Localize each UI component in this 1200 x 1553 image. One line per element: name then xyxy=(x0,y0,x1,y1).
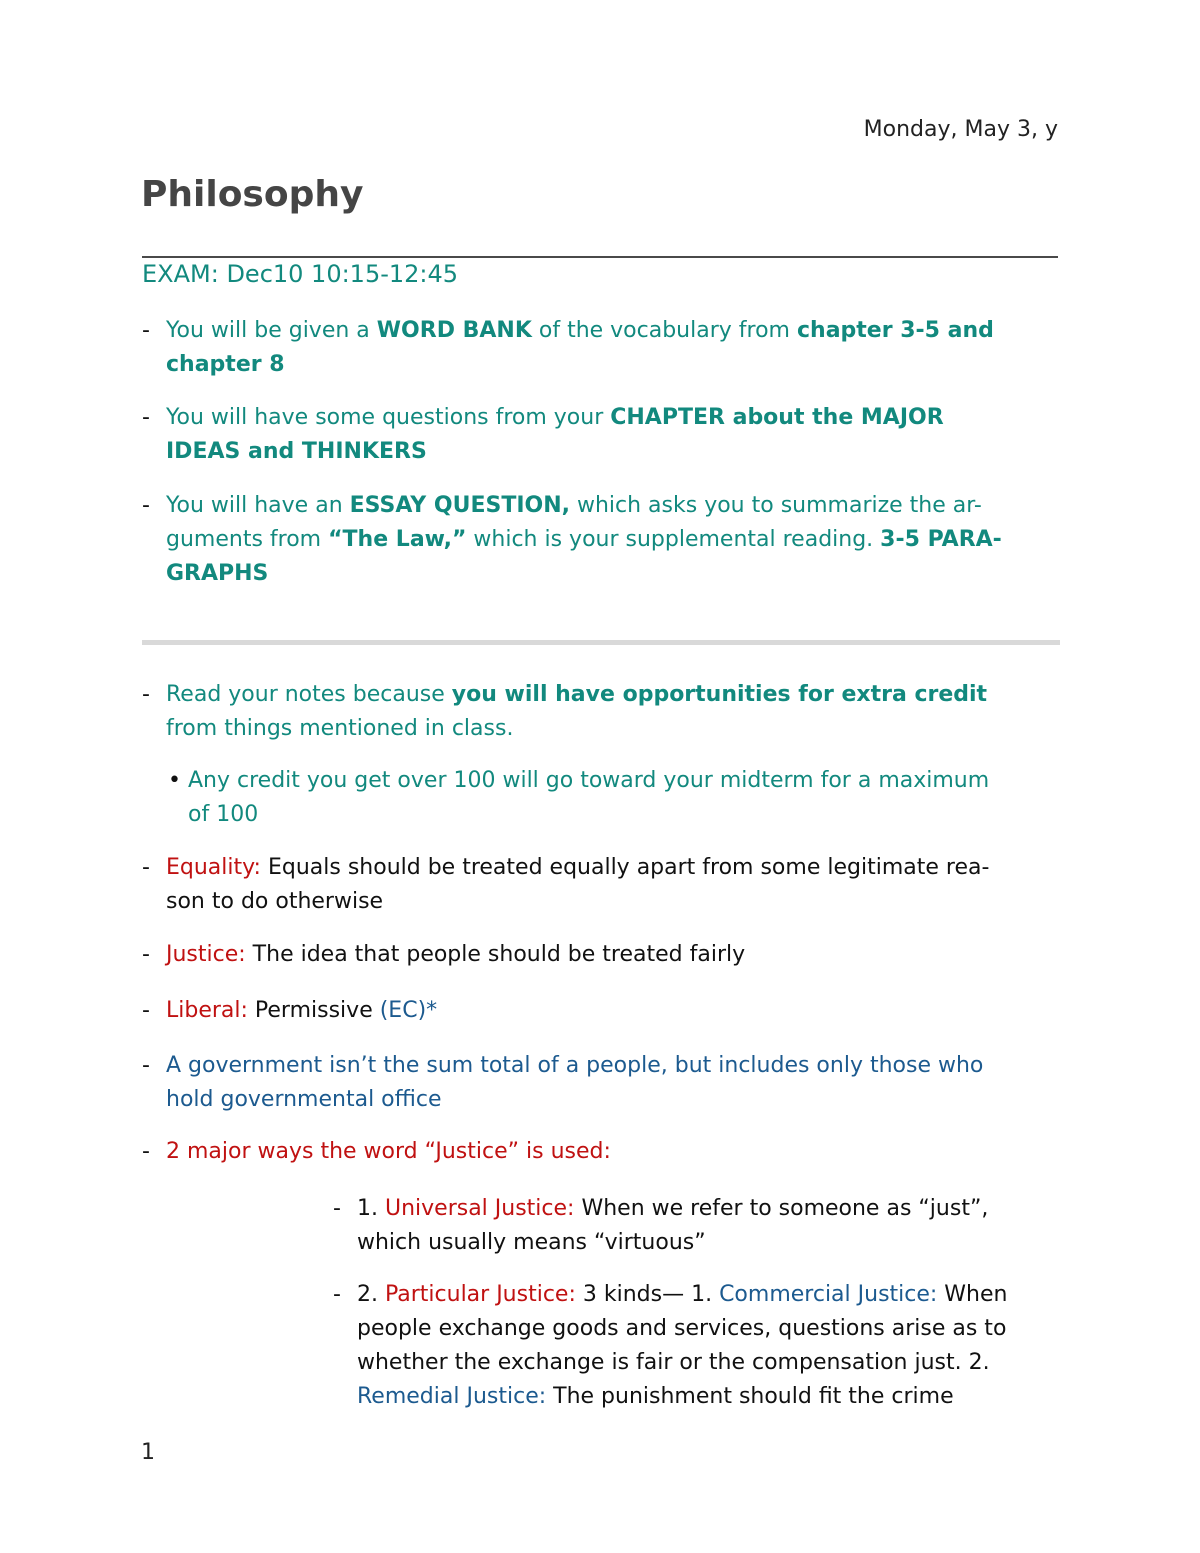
bold-text: 3-5 PARA- xyxy=(880,527,1002,552)
equality-definition-line2: son to do otherwise xyxy=(166,889,384,914)
exam-item-line xyxy=(166,401,944,435)
term-commercial-justice: Commercial Justice: xyxy=(719,1282,938,1307)
dash-marker: - xyxy=(142,855,150,880)
text-run: You will be given a xyxy=(166,318,377,343)
exam-list-item xyxy=(142,489,1002,591)
section-divider xyxy=(142,640,1060,645)
bold-text: ESSAY QUESTION, xyxy=(349,493,570,518)
government-line1: A government isn’t the sum total of a people, but includes only those who xyxy=(166,1053,984,1078)
government-line2: hold governmental office xyxy=(166,1087,442,1112)
bold-text: WORD BANK xyxy=(376,318,532,343)
remedial-definition: The punishment should fit the crime xyxy=(546,1384,954,1409)
bold-text: CHAPTER about the MAJOR xyxy=(610,405,944,430)
extra-credit-line2: from things mentioned in class. xyxy=(166,716,514,741)
list-item-justice-uses xyxy=(142,1135,611,1169)
exam-list-item xyxy=(142,314,994,382)
bold-text: GRAPHS xyxy=(166,561,269,586)
bold-text: “The Law,” xyxy=(328,527,467,552)
exam-item-line xyxy=(166,523,1002,557)
text-run: guments from xyxy=(166,527,329,552)
text-run: You will have an xyxy=(166,493,350,518)
item-number: 1. xyxy=(357,1196,385,1221)
sublist-item-particular xyxy=(333,1278,1008,1414)
sublist-item-universal xyxy=(333,1192,989,1260)
list-item-credit-bullet xyxy=(168,764,990,832)
dash-marker: - xyxy=(142,405,150,430)
exam-item-line xyxy=(166,314,994,348)
list-item-equality xyxy=(142,851,990,919)
title-divider xyxy=(142,256,1058,258)
bullet-icon: • xyxy=(168,768,181,793)
justice-definition: The idea that people should be treated fairly xyxy=(245,942,746,967)
exam-item-line xyxy=(166,435,944,469)
text-run: which is your supplemental reading. xyxy=(466,527,881,552)
page-number: 1 xyxy=(141,1440,155,1465)
dash-marker: - xyxy=(333,1196,341,1221)
bullet-line1: Any credit you get over 100 will go toward your midterm for a maximum xyxy=(188,768,990,793)
liberal-definition: Permissive xyxy=(247,998,380,1023)
commercial-definition-start: When xyxy=(937,1282,1008,1307)
extra-credit-text: Read your notes because xyxy=(166,682,452,707)
commercial-definition-line3: whether the exchange is fair or the compensation just. 2. xyxy=(357,1350,990,1375)
dash-marker: - xyxy=(333,1282,341,1307)
exam-heading: EXAM: Dec10 10:15-12:45 xyxy=(142,260,459,288)
term-remedial-justice: Remedial Justice: xyxy=(357,1384,547,1409)
list-item-extra-credit xyxy=(142,678,988,746)
universal-definition-line2: which usually means “virtuous” xyxy=(357,1230,706,1255)
list-item-government xyxy=(142,1049,984,1117)
extra-credit-marker: (EC)* xyxy=(379,998,438,1023)
exam-item-line xyxy=(166,489,1002,523)
dash-marker: - xyxy=(142,318,150,343)
term-justice: Justice: xyxy=(166,942,246,967)
list-item-liberal xyxy=(142,994,438,1028)
term-universal-justice: Universal Justice: xyxy=(384,1196,575,1221)
dash-marker: - xyxy=(142,998,150,1023)
dash-marker: - xyxy=(142,1139,150,1164)
term-equality: Equality: xyxy=(166,855,261,880)
text-run: which asks you to summarize the ar- xyxy=(569,493,982,518)
universal-definition: When we refer to someone as “just”, xyxy=(574,1196,989,1221)
justice-uses-heading: 2 major ways the word “Justice” is used: xyxy=(166,1139,611,1164)
list-item-justice xyxy=(142,938,746,972)
text-run: You will have some questions from your xyxy=(166,405,611,430)
item-number: 2. xyxy=(357,1282,385,1307)
term-particular-justice: Particular Justice: xyxy=(384,1282,576,1307)
dash-marker: - xyxy=(142,493,150,518)
dash-marker: - xyxy=(142,1053,150,1078)
exam-item-line xyxy=(166,557,1002,591)
particular-kinds: 3 kinds— 1. xyxy=(575,1282,720,1307)
text-run: of the vocabulary from xyxy=(531,318,797,343)
dash-marker: - xyxy=(142,682,150,707)
equality-definition: Equals should be treated equally apart from some legitimate rea- xyxy=(260,855,990,880)
page-title: Philosophy xyxy=(141,174,364,215)
bold-text: chapter 8 xyxy=(166,352,285,377)
header-date: Monday, May 3, y xyxy=(863,117,1058,142)
term-liberal: Liberal: xyxy=(166,998,248,1023)
dash-marker: - xyxy=(142,942,150,967)
extra-credit-bold: you will have opportunities for extra credit xyxy=(451,682,988,707)
exam-item-line xyxy=(166,348,994,382)
commercial-definition-line2: people exchange goods and services, questions arise as to xyxy=(357,1316,1007,1341)
exam-list-item xyxy=(142,401,944,469)
bold-text: IDEAS and THINKERS xyxy=(166,439,427,464)
bold-text: chapter 3-5 and xyxy=(796,318,994,343)
bullet-line2: of 100 xyxy=(188,802,259,827)
